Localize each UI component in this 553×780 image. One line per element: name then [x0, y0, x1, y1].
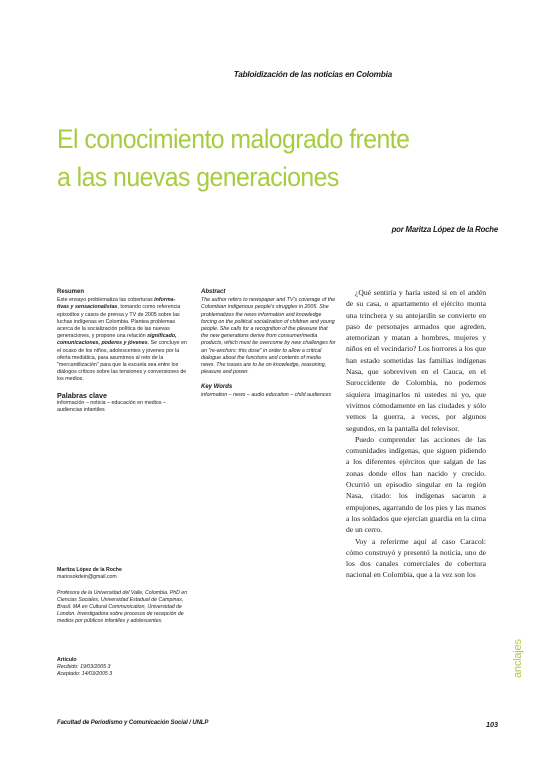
body-paragraph: Puedo comprender las acciones de las comunidades indígenas, que siguen pidiendo a los diferentes ejércitos que salgan de las zonas donde ellos han nacido y crecido. Ocurrió un episodio singular en la región Nasa, citado: los indígenas sacaron a empujones, agarrando de los pies y las manos a los soldados que ejercían guardia en la cima de un cerro. — [346, 434, 486, 535]
body-text — [346, 287, 486, 581]
footer-publication: Facultad de Periodismo y Comunicación Social / UNLP — [57, 720, 209, 726]
key-words-heading: Key Words — [201, 384, 233, 391]
author-email[interactable]: mariosokdein@gmail.com — [57, 574, 117, 580]
author-byline: por Maritza López de la Roche — [391, 225, 498, 234]
accepted-date: Aceptado: 14/03/2005 3 — [57, 671, 113, 677]
article-dates-box — [57, 657, 192, 678]
article-title — [57, 120, 425, 196]
resumen-text-b: informa-tivas y sensacionalistas — [57, 297, 176, 311]
resumen-text — [57, 297, 187, 383]
resumen-text-e: . Se concluye en el ocaso de los niños, adolescentes y jóvenes por la oferta mediática, para asumirnos al reto de la "mercantilización" para que la escuela sea entre los diálogos críticos sobre las tensiones y conversiones de los medios. — [57, 340, 187, 383]
key-words-text: information – news – audio education – child audiences — [201, 391, 332, 398]
abstract-heading: Abstract — [201, 289, 226, 295]
section-side-tab — [510, 632, 526, 682]
abstract-text: The author refers to newspaper and TV's coverage of the Colombian indigenous people's struggles in 2005. She problematizes the news information and knowledge forcing on the political socialization of children and young people. She calls for a recognition of the pleasure that the new generations derive from consumer/media products, which must be overcome by new challenges for an "re-anchors: this dose" in order to allow a critical dialogue about the functions and contents of media news. The issues are to be on knowledge, reasoning, pleasure and power. — [201, 297, 336, 376]
title-line-2: a las nuevas generaciones — [57, 162, 339, 192]
side-tab-label: anclajes — [512, 639, 524, 678]
received-date: Recibido: 19/03/2005 3 — [57, 664, 111, 670]
palabras-clave-text: información – noticia – educación en medios – audiencias infantiles — [57, 399, 166, 414]
body-paragraph: Voy a referirme aquí al caso Caracol: cómo construyó y presentó la noticia, uno de los dos canales comerciales de cobertura nacional en Colombia, que a la vez son los — [346, 536, 486, 580]
page-number: 103 — [486, 720, 498, 729]
author-bio: Profesora de la Universidad del Valle, Colombia. PhD en Ciencias Sociales, Universidad Estadual de Campinas, Brasil. MA en Cultural Communication, Universidad de London. Investigadora sobre procesos de recepción de medios por públicos infantiles y adolescentes. — [57, 590, 188, 624]
resumen-text-a: Este ensayo problematiza las coberturas — [57, 297, 155, 304]
body-paragraph: ¿Qué sentiría y haría usted si en el andén de su casa, o apartamento el ejército monta una trinchera y su antejardín se convierte en paso de personajes armados que agreden, atemorizan y matan a hombres, mujeres y niños en el vecindario? Los horrores a los que han estado sometidas las familias indígenas Nasa, que sobreviven en el Cauca, en el Suroccidente de Colombia, no podemos siquiera imaginarlos ni ustedes ni yo, que vivimos cómodamente en las ciudades y sólo vemos la guerra, a veces, por algunos segundos, en la pantalla del televisor. — [346, 288, 486, 433]
title-line-1: El conocimiento malogrado frente — [57, 124, 410, 154]
resumen-heading: Resumen — [57, 289, 85, 295]
resumen-text-c: , tomando como referencia episodios y casos de prensa y TV de 2005 sobre las luchas indígenas en Colombia. Plantea problemas acerca de la socialización política de las nuevas generaciones, y propone una relación — [57, 304, 181, 340]
resumen-text-d: significado, comunicaciones, poderes y jóvenes — [57, 333, 177, 347]
author-info-box — [57, 567, 192, 625]
article-dates-heading: Artículo — [57, 657, 77, 663]
resumen-column — [57, 289, 187, 418]
author-name: Maritza López de la Roche — [57, 567, 122, 573]
section-header: Tabloidización de las noticias en Colombia — [233, 70, 392, 79]
abstract-column — [201, 289, 336, 399]
palabras-clave-heading: Palabras clave — [57, 390, 107, 400]
